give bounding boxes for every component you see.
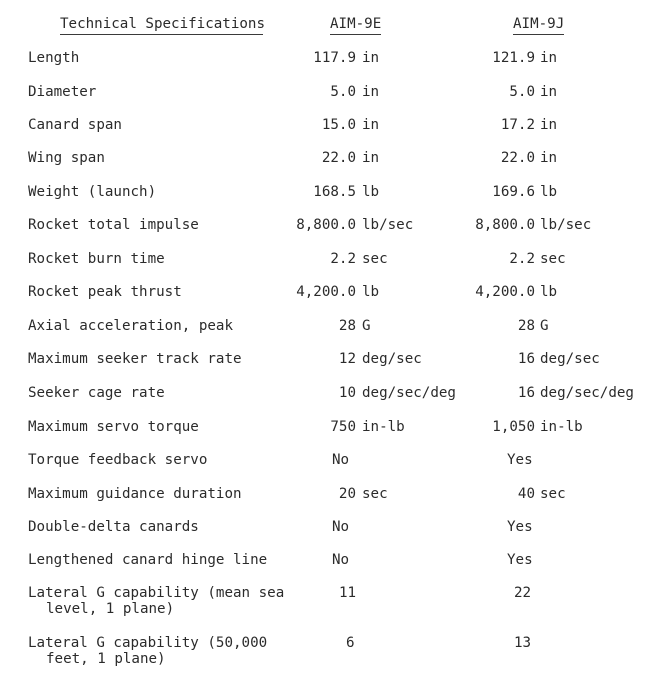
aim9e-value: 10: [338, 385, 356, 401]
aim9j-value: 22: [514, 585, 532, 601]
row-label-line1: Lateral G capability (50,000: [28, 635, 268, 651]
aim9e-unit: G: [362, 318, 371, 334]
aim9e-unit: sec: [362, 251, 388, 267]
aim9j-unit: in: [540, 50, 558, 66]
aim9j-unit: sec: [540, 486, 566, 502]
aim9e-value: 11: [339, 585, 357, 601]
row-label: Lengthened canard hinge line: [28, 552, 268, 568]
aim9e-unit: deg/sec/deg: [362, 385, 456, 401]
row-label: Double-delta canards: [28, 519, 199, 535]
aim9e-value: 6: [346, 635, 355, 651]
spec-row-rocket-total-impulse: [0, 217, 671, 237]
row-label: Axial acceleration, peak: [28, 318, 233, 334]
spec-row-length: [0, 50, 671, 70]
aim9j-value: 5.0: [509, 84, 535, 100]
aim9j-unit: G: [540, 318, 549, 334]
aim9e-value: 20: [338, 486, 356, 502]
aim9e-value: 117.9: [313, 50, 356, 66]
spec-row-canard-hinge-line: [0, 552, 671, 572]
spec-row-guidance-duration: [0, 486, 671, 506]
aim9j-unit: in-lb: [540, 419, 583, 435]
aim9j-unit: lb: [540, 184, 558, 200]
spec-row-weight: [0, 184, 671, 204]
aim9j-unit: in: [540, 117, 558, 133]
row-label: Maximum guidance duration: [28, 486, 242, 502]
spec-row-seeker-track-rate: [0, 351, 671, 371]
aim9e-value: 28: [338, 318, 356, 334]
aim9j-unit: lb: [540, 284, 558, 300]
row-label: Torque feedback servo: [28, 452, 208, 468]
row-label: Maximum servo torque: [28, 419, 199, 435]
aim9j-unit: sec: [540, 251, 566, 267]
spec-row-seeker-cage-rate: [0, 385, 671, 405]
spec-row-rocket-burn-time: [0, 251, 671, 271]
spec-row-wing-span: [0, 150, 671, 170]
aim9e-value: 15.0: [321, 117, 356, 133]
aim9j-unit: deg/sec/deg: [540, 385, 634, 401]
row-label: Weight (launch): [28, 184, 157, 200]
row-label: Rocket total impulse: [28, 217, 199, 233]
aim9e-unit: lb: [362, 184, 380, 200]
spec-row-diameter: [0, 84, 671, 104]
aim9e-value: 4,200.0: [296, 284, 356, 300]
aim9j-value: Yes: [507, 519, 533, 535]
row-label: [28, 585, 284, 617]
column-header-aim9j: AIM-9J: [513, 16, 564, 35]
row-label: [28, 635, 267, 667]
aim9j-value: Yes: [507, 552, 533, 568]
aim9j-value: 16: [517, 351, 535, 367]
aim9j-value: 4,200.0: [475, 284, 535, 300]
row-label-line2: level, 1 plane): [46, 601, 175, 617]
aim9e-value: 22.0: [321, 150, 356, 166]
aim9j-value: 8,800.0: [475, 217, 535, 233]
aim9e-value: 5.0: [330, 84, 356, 100]
spec-row-double-delta-canards: [0, 519, 671, 539]
aim9j-unit: lb/sec: [540, 217, 592, 233]
aim9e-value: 12: [338, 351, 356, 367]
aim9j-value: 28: [517, 318, 535, 334]
row-label: Canard span: [28, 117, 122, 133]
aim9e-value: 168.5: [313, 184, 356, 200]
aim9j-value: 121.9: [492, 50, 535, 66]
row-label-line2: feet, 1 plane): [46, 651, 166, 667]
aim9j-value: 16: [517, 385, 535, 401]
aim9e-value: 8,800.0: [296, 217, 356, 233]
column-header-aim9e: AIM-9E: [330, 16, 381, 35]
row-label: Seeker cage rate: [28, 385, 165, 401]
aim9e-unit: deg/sec: [362, 351, 422, 367]
row-label: Rocket peak thrust: [28, 284, 182, 300]
aim9j-value: 2.2: [509, 251, 535, 267]
aim9j-value: 13: [514, 635, 532, 651]
aim9e-unit: in-lb: [362, 419, 405, 435]
aim9j-value: 169.6: [492, 184, 535, 200]
spec-row-lateral-g-50000ft: [0, 635, 671, 673]
aim9e-unit: in: [362, 84, 380, 100]
aim9e-unit: in: [362, 50, 380, 66]
aim9e-value: No: [332, 552, 350, 568]
spec-row-axial-acceleration: [0, 318, 671, 338]
spec-row-servo-torque: [0, 419, 671, 439]
spec-row-torque-feedback-servo: [0, 452, 671, 472]
aim9e-value: 2.2: [330, 251, 356, 267]
row-label: Rocket burn time: [28, 251, 165, 267]
aim9j-unit: in: [540, 84, 558, 100]
aim9e-unit: sec: [362, 486, 388, 502]
row-label-line1: Lateral G capability (mean sea: [28, 585, 285, 601]
aim9e-unit: in: [362, 117, 380, 133]
aim9e-value: 750: [330, 419, 356, 435]
row-label: Maximum seeker track rate: [28, 351, 242, 367]
spec-row-rocket-peak-thrust: [0, 284, 671, 304]
spec-table-title: Technical Specifications: [60, 16, 263, 35]
row-label: Diameter: [28, 84, 97, 100]
aim9j-unit: in: [540, 150, 558, 166]
aim9j-value: 22.0: [500, 150, 535, 166]
row-label: Length: [28, 50, 80, 66]
aim9e-unit: lb: [362, 284, 380, 300]
aim9j-value: 1,050: [492, 419, 535, 435]
aim9j-value: 40: [517, 486, 535, 502]
aim9e-value: No: [332, 452, 350, 468]
aim9j-value: 17.2: [500, 117, 535, 133]
row-label: Wing span: [28, 150, 105, 166]
aim9e-unit: in: [362, 150, 380, 166]
aim9j-value: Yes: [507, 452, 533, 468]
spec-row-canard-span: [0, 117, 671, 137]
aim9e-value: No: [332, 519, 350, 535]
aim9j-unit: deg/sec: [540, 351, 600, 367]
spec-row-lateral-g-sea-level: [0, 585, 671, 623]
aim9e-unit: lb/sec: [362, 217, 414, 233]
